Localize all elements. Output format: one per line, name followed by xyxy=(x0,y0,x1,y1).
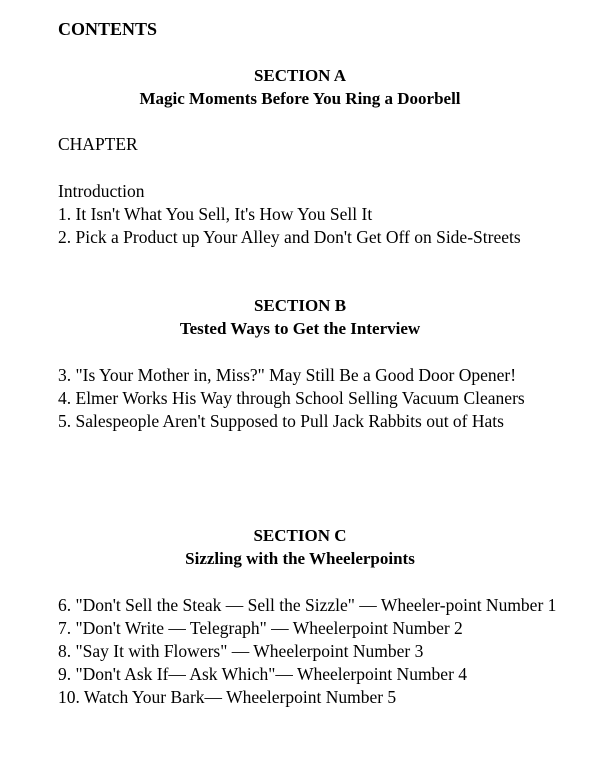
section-c-title: Sizzling with the Wheelerpoints xyxy=(185,549,415,568)
page-title: CONTENTS xyxy=(58,19,158,39)
toc-entry-introduction[interactable]: Introduction xyxy=(58,181,145,201)
toc-entry-chapter-1[interactable]: 1. It Isn't What You Sell, It's How You Sell It xyxy=(58,204,373,224)
toc-entry-chapter-3[interactable]: 3. "Is Your Mother in, Miss?" May Still Be a Good Door Opener! xyxy=(58,365,517,385)
section-a-header xyxy=(0,64,600,110)
toc-entry-chapter-10[interactable]: 10. Watch Your Bark— Wheelerpoint Number 5 xyxy=(58,687,397,707)
toc-entry-chapter-6[interactable]: 6. "Don't Sell the Steak — Sell the Sizzle" — Wheeler-point Number 1 xyxy=(58,595,557,615)
toc-entry-chapter-9[interactable]: 9. "Don't Ask If— Ask Which"— Wheelerpoint Number 4 xyxy=(58,664,468,684)
section-b-label: SECTION B xyxy=(253,296,347,315)
section-a-title: Magic Moments Before You Ring a Doorbell xyxy=(139,89,461,108)
section-c-header xyxy=(0,524,600,570)
toc-entry-chapter-2[interactable]: 2. Pick a Product up Your Alley and Don't Get Off on Side-Streets xyxy=(58,227,521,247)
section-b-list xyxy=(58,364,558,433)
toc-entry-chapter-8[interactable]: 8. "Say It with Flowers" — Wheelerpoint Number 3 xyxy=(58,641,424,661)
section-a-label: SECTION A xyxy=(253,66,347,85)
toc-entry-chapter-5[interactable]: 5. Salespeople Aren't Supposed to Pull Jack Rabbits out of Hats xyxy=(58,411,504,431)
toc-entry-chapter-4[interactable]: 4. Elmer Works His Way through School Selling Vacuum Cleaners xyxy=(58,388,525,408)
section-c-label: SECTION C xyxy=(253,526,347,545)
chapter-label: CHAPTER xyxy=(58,134,138,154)
section-c-list xyxy=(58,594,558,709)
section-a-list xyxy=(58,180,558,249)
toc-entry-chapter-7[interactable]: 7. "Don't Write — Telegraph" — Wheelerpoint Number 2 xyxy=(58,618,463,638)
section-b-header xyxy=(0,294,600,340)
section-b-title: Tested Ways to Get the Interview xyxy=(179,319,421,338)
